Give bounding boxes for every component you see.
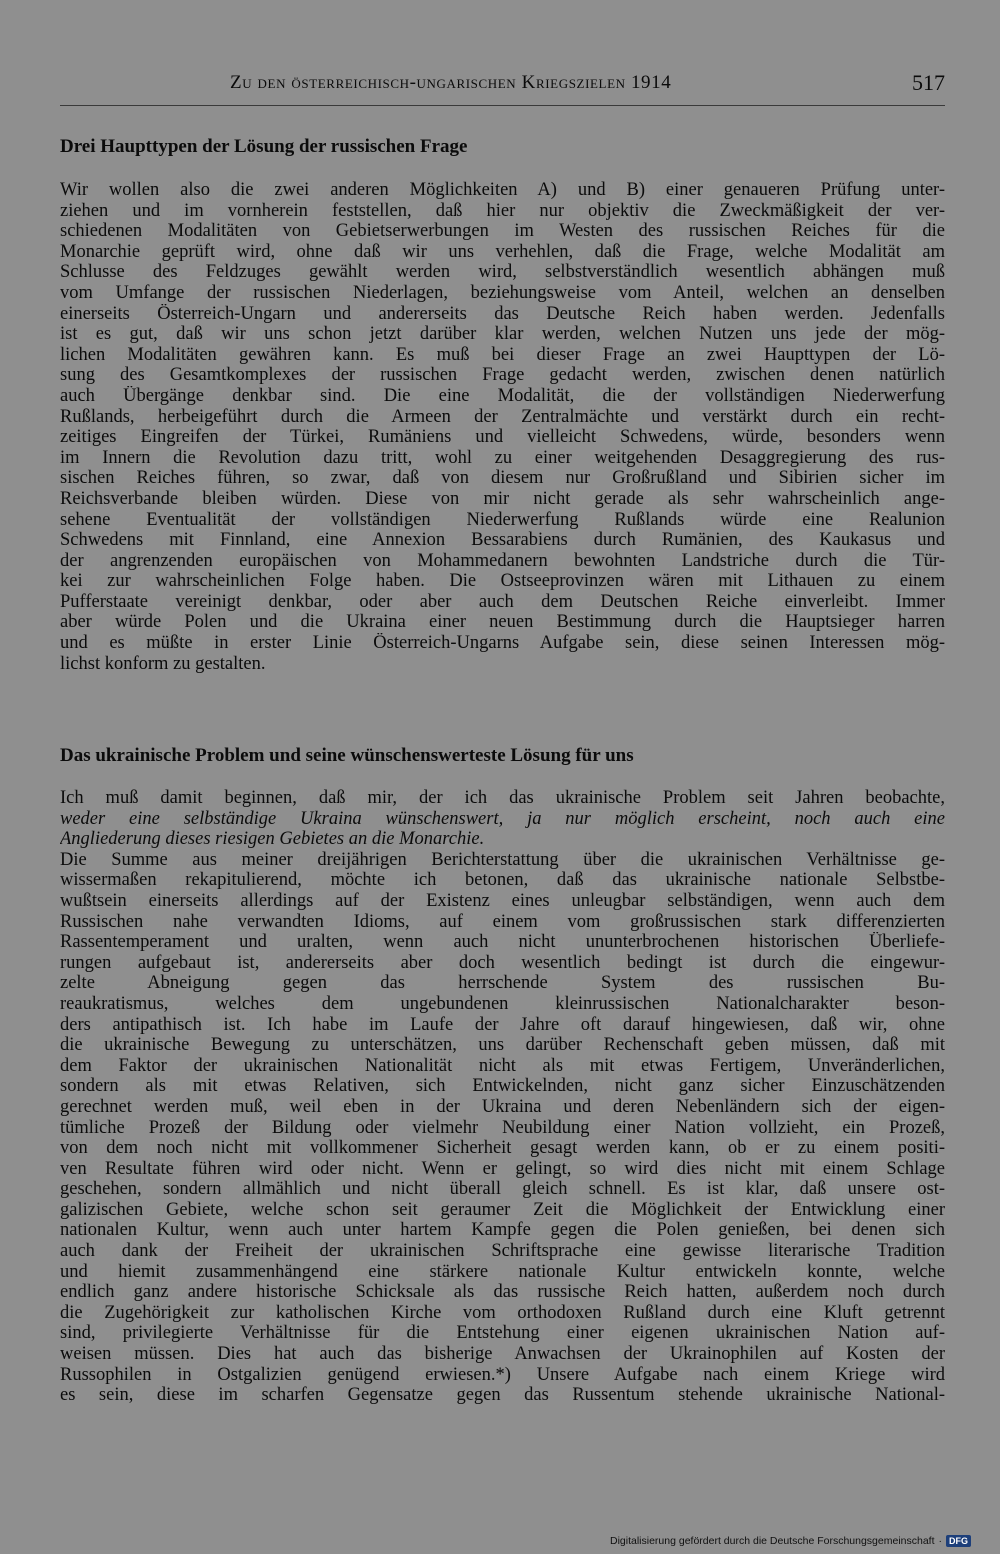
text-line: einerseits Österreich-Ungarn und andererseits das Deutsche Reich haben werden. Jedenfalls: [60, 303, 945, 324]
text-line: die Zugehörigkeit zur katholischen Kirche vom orthodoxen Rußland durch eine Kluft getrennt: [60, 1302, 945, 1323]
text-line: Reichsverbande bleiben würden. Diese von mir nicht gerade als sehr wahrscheinlich ange-: [60, 488, 945, 509]
text-line: die ukrainische Bewegung zu unterschätzen, uns darüber Rechenschaft geben müssen, daß mit: [60, 1035, 945, 1056]
text-line: ders antipathisch ist. Ich habe im Laufe der Jahre oft darauf hingewiesen, daß wir, ohne: [60, 1014, 945, 1035]
text-line: und hiemit zusammenhängend eine stärkere nationale Kultur entwickeln konnte, welche: [60, 1261, 945, 1282]
text-line: schiedenen Modalitäten von Gebietserwerbungen im Westen des russischen Reiches für die: [60, 221, 945, 242]
text-line: zelte Abneigung gegen das herrschende System des russischen Bu-: [60, 973, 945, 994]
text-line: der angrenzenden europäischen von Mohammedanern bewohnten Landstriche durch die Tür-: [60, 550, 945, 571]
text-line: Rassentemperament und uralten, wenn auch nicht ununterbrochenen historischen Überliefe-: [60, 932, 945, 953]
text-line: nationalen Kultur, wenn auch unter hartem Kampfe gegen die Polen genießen, bei denen sich: [60, 1220, 945, 1241]
running-title: Zu den österreichisch-ungarischen Kriegszielen 1914: [230, 72, 672, 93]
text-line: Russischen nahe verwandten Idioms, auf einem vom großrussischen stark differenzierten: [60, 911, 945, 932]
section-heading-russian-question: Drei Haupttypen der Lösung der russischen Frage: [60, 136, 468, 157]
text-line: lichen Modalitäten gewähren kann. Es muß bei dieser Frage an zwei Haupttypen der Lö-: [60, 344, 945, 365]
paragraph-ukrainian-problem: [60, 788, 945, 1406]
text-line: kei zur wahrscheinlichen Folge haben. Die Ostseeprovinzen wären mit Lithauen zu einem: [60, 571, 945, 592]
text-line: Pufferstaate vereinigt denkbar, oder aber auch dem Deutschen Reiche einverleibt. Immer: [60, 591, 945, 612]
header-rule: [60, 105, 945, 106]
text-line: ziehen und im vornherein feststellen, daß hier nur objektiv die Zweckmäßigkeit der ver-: [60, 200, 945, 221]
text-line: lichst konform zu gestalten.: [60, 653, 266, 674]
text-line: sondern als mit etwas Relativen, sich Entwickelnden, nicht ganz sicher Einzuschätzenden: [60, 1076, 945, 1097]
text-line: dem Faktor der ukrainischen Nationalität nicht als mit etwas Fertigem, Unveränderlichen,: [60, 1055, 945, 1076]
text-line: Angliederung dieses riesigen Gebietes an die Monarchie.: [60, 829, 485, 850]
text-line: und es müßte in erster Linie Österreich-Ungarns Aufgabe sein, diese seinen Interessen mög-: [60, 633, 945, 654]
page-number: 517: [912, 70, 945, 95]
text-line: Ich muß damit beginnen, daß mir, der ich das ukrainische Problem seit Jahren beobachte,: [60, 788, 945, 808]
text-line: vom Umfange der russischen Niederlagen, beziehungsweise vom Anteil, welchen an denselben: [60, 282, 945, 303]
text-line: wissermaßen rekapitulierend, möchte ich betonen, daß das ukrainische nationale Selbstbe-: [60, 870, 945, 891]
text-line: weisen müssen. Dies hat auch das bisherige Anwachsen der Ukrainophilen auf Kosten der: [60, 1344, 945, 1365]
text-line: Monarchie geprüft wird, ohne daß wir uns verhehlen, daß die Frage, welche Modalität am: [60, 241, 945, 262]
text-line: Wir wollen also die zwei anderen Möglichkeiten A) und B) einer genaueren Prüfung unter-: [60, 180, 945, 200]
text-line: aber würde Polen und die Ukraina einer neuen Bestimmung durch die Hauptsieger harren: [60, 612, 945, 633]
dfg-logo-icon: DFG: [946, 1535, 971, 1547]
text-line: im Innern die Revolution dazu tritt, wohl zu einer weitgehenden Desaggregierung des rus-: [60, 447, 945, 468]
text-line: ven Resultate führen wird oder nicht. Wenn er gelingt, so wird dies nicht mit einem Schlage: [60, 1158, 945, 1179]
text-line: Rußlands, herbeigeführt durch die Armeen der Zentralmächte und verstärkt durch ein recht-: [60, 406, 945, 427]
text-line: geschehen, sondern allmählich und nicht überall gleich schnell. Es ist klar, daß unsere ost-: [60, 1179, 945, 1200]
text-line: Schwedens mit Finnland, eine Annexion Bessarabiens durch Rumänien, des Kaukasus und: [60, 530, 945, 551]
text-line: endlich ganz andere historische Schicksale als das russische Reich hatten, außerdem noch durch: [60, 1282, 945, 1303]
text-line: Schlusse des Feldzuges gewählt werden wird, selbstverständlich wesentlich abhängen muß: [60, 262, 945, 283]
text-line: wußtsein einerseits allerdings auf der Existenz eines unleugbar selbständigen, wenn auch dem: [60, 890, 945, 911]
text-line: rungen aufgebaut ist, andererseits aber doch wesentlich bedingt ist durch die eingewur-: [60, 952, 945, 973]
digitization-credit[interactable]: Digitalisierung gefördert durch die Deutsche Forschungsgemeinschaft · DFG: [610, 1535, 971, 1547]
text-line: auch dank der Freiheit der ukrainischen Schriftsprache eine gewisse literarische Tradition: [60, 1241, 945, 1262]
text-line: auch Übergänge denkbar sind. Die eine Modalität, die der vollständigen Niederwerfung: [60, 385, 945, 406]
text-line: sischen Reiches führen, so zwar, daß von diesem nur Großrußland und Sibirien sicher im: [60, 468, 945, 489]
text-line: Russophilen in Ostgalizien genügend erwiesen.*) Unsere Aufgabe nach einem Kriege wird: [60, 1364, 945, 1385]
text-line: es sein, diese im scharfen Gegensatze gegen das Russentum stehende ukrainische National-: [60, 1385, 945, 1406]
text-line: tümliche Prozeß der Bildung oder vielmehr Neubildung einer Nation vollzieht, ein Prozeß,: [60, 1117, 945, 1138]
credit-text: Digitalisierung gefördert durch die Deutsche Forschungsgemeinschaft: [610, 1535, 935, 1547]
text-line: von dem noch nicht mit vollkommener Sicherheit gesagt werden kann, ob er zu einem positi-: [60, 1138, 945, 1159]
section-heading-ukrainian-problem: Das ukrainische Problem und seine wünschenswerteste Lösung für uns: [60, 745, 634, 766]
text-line: zeitiges Eingreifen der Türkei, Rumäniens und vielleicht Schwedens, würde, besonders wenn: [60, 427, 945, 448]
paragraph-russian-question: [60, 180, 945, 674]
text-line: galizischen Gebiete, welche schon seit geraumer Zeit die Möglichkeit der Entwicklung einer: [60, 1199, 945, 1220]
text-line: weder eine selbständige Ukraina wünschenswert, ja nur möglich erscheint, noch auch eine: [60, 808, 945, 829]
text-line: reaukratismus, welches dem ungebundenen kleinrussischen Nationalcharakter beson-: [60, 993, 945, 1014]
text-line: sung des Gesamtkomplexes der russischen Frage gedacht werden, zwischen denen natürlich: [60, 365, 945, 386]
text-line: sehene Eventualität der vollständigen Niederwerfung Rußlands würde eine Realunion: [60, 509, 945, 530]
text-line: Die Summe aus meiner dreijährigen Berichterstattung über die ukrainischen Verhältnisse ge-: [60, 849, 945, 870]
text-line: ist es gut, daß wir uns schon jetzt darüber klar werden, welchen Nutzen uns jede der mög-: [60, 324, 945, 345]
text-line: sind, privilegierte Verhältnisse für die Entstehung einer eigenen ukrainischen Nation auf-: [60, 1323, 945, 1344]
text-line: gerechnet werden muß, weil eben in der Ukraina und deren Nebenländern sich der eigen-: [60, 1096, 945, 1117]
